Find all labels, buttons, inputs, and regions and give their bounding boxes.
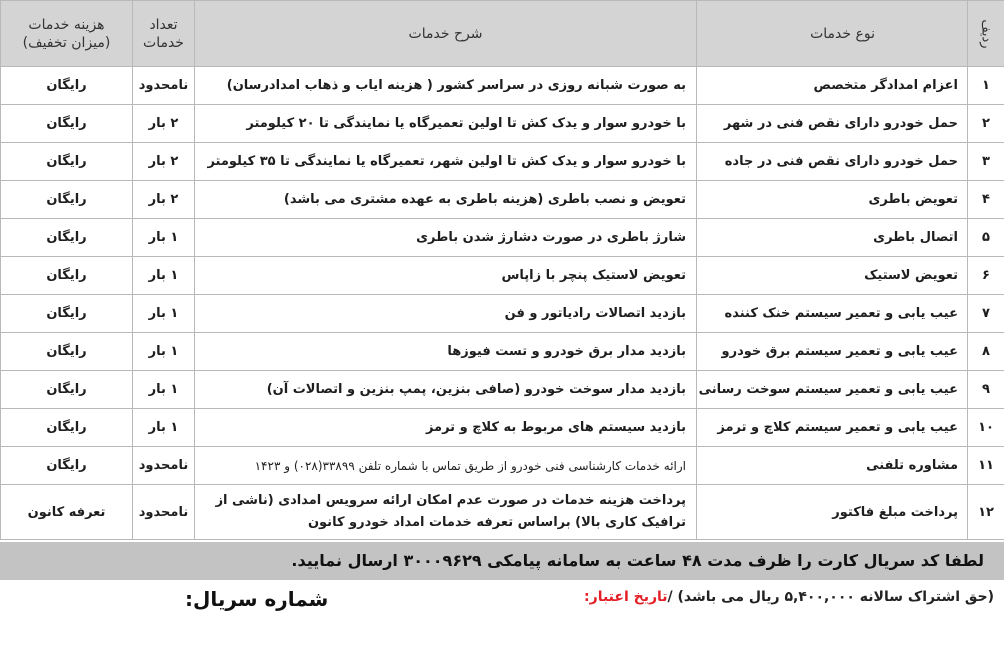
- row-description: به صورت شبانه روزی در سراسر کشور ( هزینه ایاب و ذهاب امدادرسان): [195, 67, 697, 105]
- table-row: [1, 143, 1004, 181]
- row-service-type: حمل خودرو دارای نقص فنی در شهر: [697, 105, 968, 143]
- row-index: ۱۱: [968, 447, 1004, 485]
- row-count: نامحدود: [133, 67, 195, 105]
- row-description: ارائه خدمات کارشناسی فنی خودرو از طریق تماس با شماره تلفن ۳۳۸۹۹(۰۲۸) و ۱۴۲۳: [195, 447, 697, 485]
- row-service-type: عیب یابی و تعمیر سیستم برق خودرو: [697, 333, 968, 371]
- row-count: ۱ بار: [133, 409, 195, 447]
- row-index: ۷: [968, 295, 1004, 333]
- row-count: نامحدود: [133, 485, 195, 540]
- row-index: ۸: [968, 333, 1004, 371]
- row-index: ۱۰: [968, 409, 1004, 447]
- row-cost: رایگان: [1, 219, 133, 257]
- table-row: [1, 333, 1004, 371]
- subscription-fee-line: [584, 589, 994, 605]
- table-row: [1, 485, 1004, 540]
- row-count: ۱ بار: [133, 219, 195, 257]
- row-index: ۳: [968, 143, 1004, 181]
- table-row: [1, 409, 1004, 447]
- row-cost: رایگان: [1, 257, 133, 295]
- row-index: ۴: [968, 181, 1004, 219]
- row-index: ۱۲: [968, 485, 1004, 540]
- row-description: شارژ باطری در صورت دشارژ شدن باطری: [195, 219, 697, 257]
- row-cost: رایگان: [1, 181, 133, 219]
- row-service-type: عیب یابی و تعمیر سیستم خنک کننده: [697, 295, 968, 333]
- row-cost: رایگان: [1, 409, 133, 447]
- row-count: ۲ بار: [133, 105, 195, 143]
- row-cost: رایگان: [1, 371, 133, 409]
- row-index: ۱: [968, 67, 1004, 105]
- row-index: ۵: [968, 219, 1004, 257]
- row-cost: رایگان: [1, 295, 133, 333]
- subscription-fee-text: (حق اشتراک سالانه ۵,۴۰۰,۰۰۰ ریال می باشد) /: [667, 589, 994, 605]
- row-service-type: پرداخت مبلغ فاکتور: [697, 485, 968, 540]
- row-description: تعویض لاستیک پنچر با زاپاس: [195, 257, 697, 295]
- row-service-type: اعزام امدادگر متخصص: [697, 67, 968, 105]
- row-count: ۱ بار: [133, 333, 195, 371]
- row-index: ۲: [968, 105, 1004, 143]
- row-description: بازدید سیستم های مربوط به کلاچ و ترمز: [195, 409, 697, 447]
- row-description: بازدید اتصالات رادیاتور و فن: [195, 295, 697, 333]
- row-index: ۹: [968, 371, 1004, 409]
- table-row: [1, 295, 1004, 333]
- row-cost: رایگان: [1, 143, 133, 181]
- header-count: تعداد خدمات: [133, 1, 195, 67]
- row-service-type: عیب یابی و تعمیر سیستم سوخت رسانی: [697, 371, 968, 409]
- row-count: نامحدود: [133, 447, 195, 485]
- header-description: شرح خدمات: [195, 1, 697, 67]
- table-row: [1, 181, 1004, 219]
- table-row: [1, 67, 1004, 105]
- row-count: ۲ بار: [133, 143, 195, 181]
- table-header-row: [1, 1, 1004, 67]
- validity-date-label: تاریخ اعتبار:: [584, 589, 668, 605]
- row-service-type: مشاوره تلفنی: [697, 447, 968, 485]
- table-row: [1, 447, 1004, 485]
- row-count: ۲ بار: [133, 181, 195, 219]
- table-row: [1, 105, 1004, 143]
- header-index: ردیف: [968, 1, 1004, 67]
- row-count: ۱ بار: [133, 371, 195, 409]
- row-service-type: تعویض لاستیک: [697, 257, 968, 295]
- row-description: بازدید مدار سوخت خودرو (صافی بنزین، پمپ بنزین و اتصالات آن): [195, 371, 697, 409]
- row-cost: رایگان: [1, 67, 133, 105]
- row-description: بازدید مدار برق خودرو و تست فیوزها: [195, 333, 697, 371]
- serial-number-label: شماره سریال:: [185, 587, 329, 611]
- sms-notice-banner: لطفا کد سریال کارت را ظرف مدت ۴۸ ساعت به سامانه پیامکی ۳۰۰۰۹۶۲۹ ارسال نمایید.: [0, 542, 1004, 580]
- row-description: پرداخت هزینه خدمات در صورت عدم امکان ارائه سرویس امدادی (ناشی از ترافیک کاری بالا) براساس تعرفه خدمات امداد خودرو کانون: [195, 485, 697, 540]
- row-count: ۱ بار: [133, 257, 195, 295]
- card-footer: [0, 585, 1004, 617]
- row-cost: رایگان: [1, 105, 133, 143]
- row-cost: رایگان: [1, 447, 133, 485]
- header-cost: هزینه خدمات (میزان تخفیف): [1, 1, 133, 67]
- row-count: ۱ بار: [133, 295, 195, 333]
- row-service-type: تعویض باطری: [697, 181, 968, 219]
- row-index: ۶: [968, 257, 1004, 295]
- table-row: [1, 257, 1004, 295]
- table-row: [1, 371, 1004, 409]
- row-cost: تعرفه کانون: [1, 485, 133, 540]
- row-cost: رایگان: [1, 333, 133, 371]
- row-description: با خودرو سوار و یدک کش تا اولین شهر، تعمیرگاه یا نمایندگی تا ۳۵ کیلومتر: [195, 143, 697, 181]
- row-description: با خودرو سوار و یدک کش تا اولین تعمیرگاه یا نمایندگی تا ۲۰ کیلومتر: [195, 105, 697, 143]
- row-description: تعویض و نصب باطری (هزینه باطری به عهده مشتری می باشد): [195, 181, 697, 219]
- row-service-type: حمل خودرو دارای نقص فنی در جاده: [697, 143, 968, 181]
- table-row: [1, 219, 1004, 257]
- row-service-type: اتصال باطری: [697, 219, 968, 257]
- row-service-type: عیب یابی و تعمیر سیستم کلاچ و ترمز: [697, 409, 968, 447]
- header-service-type: نوع خدمات: [697, 1, 968, 67]
